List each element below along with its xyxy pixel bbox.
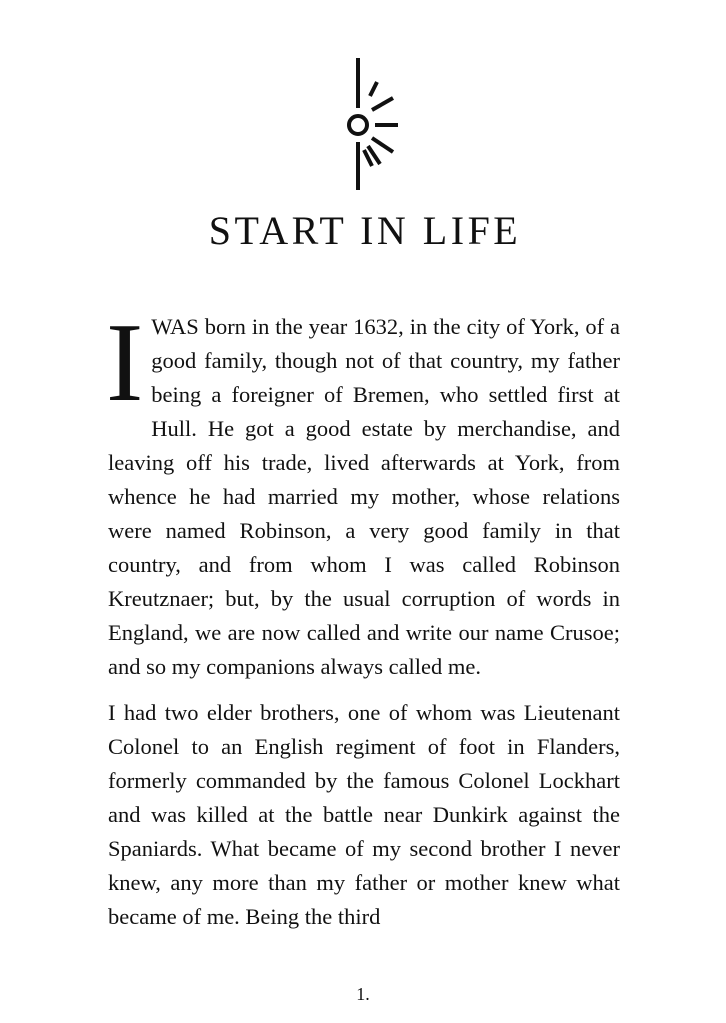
paragraph-1 [106,301,620,684]
chapter-title: START IN LIFE [208,208,522,253]
sun-burst-ornament-icon [328,58,408,192]
paragraph-1-text: WAS born in the year 1632, in the city of York, of a good family, though not of that country, my father being a foreigner of Bremen, who settled first at Hull. He got a good estate by merchandise, and leaving off his trade, lived afterwards at York, from whence he had married my mother, whose relations were named Robinson, a very good family in that country, and from whom I was called Robinson Kreutznaer; but, by the usual corruption of words in England, we are now called and write our name Crusoe; and so my companions always called me. [108,314,620,679]
page-number: 1. [356,984,370,1004]
chapter-body [106,301,620,934]
drop-cap-letter: I [106,301,144,425]
paragraph-2: I had two elder brothers, one of whom was Lieutenant Colonel to an English regiment of foot in Flanders, formerly commanded by the famous Colonel Lockhart and was killed at the battle near Dunkirk against the Spaniards. What became of my second brother I never knew, any more than my father or mother knew what became of me. Being the third [108,700,620,929]
